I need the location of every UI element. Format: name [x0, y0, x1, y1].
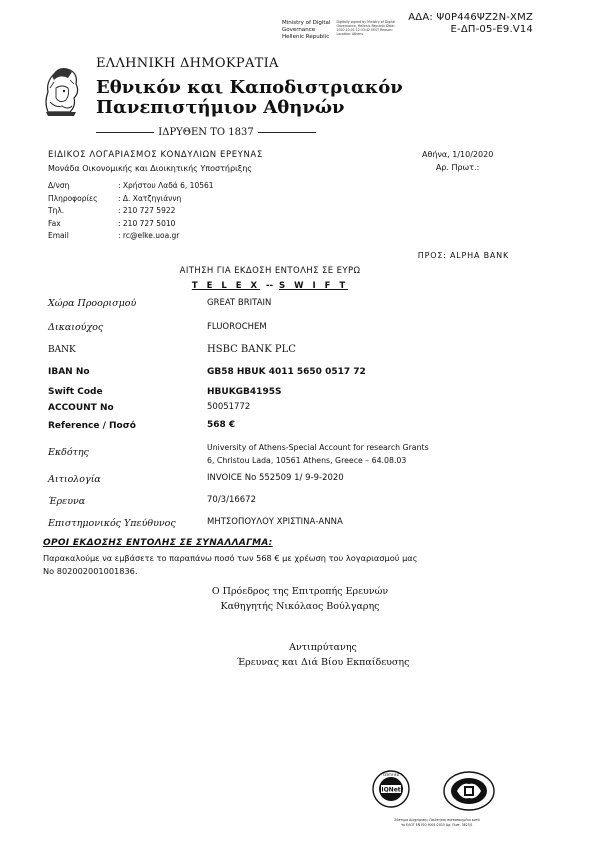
reference-amount-label: Reference / Ποσό: [48, 421, 136, 431]
contact-label: Τηλ.: [48, 206, 65, 215]
date-block: [422, 148, 493, 174]
cert-line2: το ΕΛΟΤ ΕΝ ISO 9001:2015 Αρ. Πιστ. 3623/1: [401, 822, 473, 827]
ada-code: [408, 12, 533, 36]
bank-label: BANK: [48, 345, 76, 355]
scientific-lead-value: ΜΗΤΣΟΠΟΥΛΟΥ ΧΡΙΣΤΙΝΑ-ΑΝΝΑ: [207, 517, 343, 527]
contact-row: [48, 193, 214, 206]
vice-rector-title: Αντιπρύτανης: [289, 642, 357, 653]
recipient: ΠΡΟΣ: ALPHA BANK: [417, 251, 509, 260]
beneficiary-label: Δικαιούχος: [48, 322, 104, 333]
account-number-label: ACCOUNT No: [48, 403, 114, 413]
project-value: 70/3/16672: [207, 495, 256, 505]
issuer-line1: University of Athens-Special Account for research Grants: [207, 443, 429, 452]
contact-value: : Χρήστου Λαδά 6, 10561: [118, 181, 214, 190]
issuer-line2: 6, Christou Lada, 10561 Athens, Greece – 64.08.03: [207, 456, 407, 465]
vice-rector-subtitle: Έρευνας και Διά Βίου Εκπαίδευσης: [236, 657, 410, 668]
contact-details: [48, 180, 214, 243]
terms-line2: Νο 802002001001836.: [43, 566, 138, 576]
issuer-value: [207, 441, 429, 467]
contact-label: Email: [48, 231, 69, 240]
certified-text: CERTIFIED: [382, 773, 400, 777]
terms-line1: Παρακαλούμε να εμβάσετε το παραπάνω ποσό των 568 € με χρέωση του λογαριασμού μας: [43, 553, 418, 563]
president-signature: [0, 584, 595, 614]
university-name-line1: Εθνικόν και Καποδιστριακόν: [96, 77, 403, 98]
reference-amount-value: 568 €: [207, 420, 236, 430]
rule-right: [258, 132, 316, 133]
signature-signer: [282, 20, 330, 41]
contact-row: [48, 205, 214, 218]
beneficiary-value: FLUOROCHEM: [207, 322, 267, 332]
iqnet-certified-logo-icon: [372, 770, 410, 808]
destination-value: GREAT BRITAIN: [207, 298, 272, 308]
account-number-value: 50051772: [207, 402, 251, 412]
justification-label: Αιτιολογία: [48, 474, 101, 485]
signer-line: Governance: [282, 27, 316, 33]
signer-line: Ministry of Digital: [282, 20, 331, 26]
rule-left: [96, 132, 154, 133]
terms-title: ΟΡΟΙ ΕΚΔΟΣΗΣ ΕΝΤΟΛΗΣ ΣΕ ΣΥΝΑΛΛΑΓΜΑ:: [43, 538, 273, 548]
unit-name: Μονάδα Οικονομικής και Διοικητικής Υποστήριξης: [48, 164, 252, 173]
iqnet-text: IQNet: [381, 786, 401, 794]
bank-value: HSBC BANK PLC: [207, 344, 296, 355]
iban-label: IBAN No: [48, 367, 90, 377]
ada-line: ΑΔΑ: Ψ0Ρ446ΨΖ2Ν-ΧΜΖ: [408, 12, 533, 23]
contact-label: Fax: [48, 218, 61, 228]
email-link[interactable]: : rc@elke.uoa.gr: [118, 231, 180, 240]
issuer-label: Εκδότης: [48, 447, 89, 458]
contact-row: [48, 218, 214, 231]
university-name: [96, 78, 403, 118]
contact-value: : Δ. Χατζηγιάννη: [118, 193, 182, 203]
document-date: Αθήνα, 1/10/2020: [422, 150, 494, 159]
contact-label: Δ/νση: [48, 181, 70, 190]
president-title: Ο Πρόεδρος της Επιτροπής Ερευνών: [211, 586, 389, 597]
swift-code-value: HBUKGB4195S: [207, 387, 282, 397]
telex-label: T E L E X: [191, 281, 261, 291]
telex-separator: --: [266, 281, 274, 291]
justification-value: INVOICE No 552509 1/ 9-9-2020: [207, 473, 344, 483]
university-seal-icon: [40, 62, 82, 118]
contact-label: Πληροφορίες: [48, 193, 98, 203]
project-label: Έρευνα: [48, 496, 86, 507]
scientific-lead-label: Επιστημονικός Υπεύθυνος: [48, 518, 176, 529]
founded-line: [96, 127, 316, 138]
vice-rector-signature: [0, 640, 595, 670]
elot-certification-logo-icon: [442, 770, 496, 812]
swift-label: S W I F T: [279, 281, 349, 291]
signature-meta: Digitally signed by Ministry of Digital Governance, Hellenic Republic Date: 2020.10.01 12:33:42 EEST Reason: Location: Athens: [336, 20, 396, 36]
protocol-number: Αρ. Πρωτ.:: [435, 163, 480, 172]
contact-row: [48, 180, 214, 193]
certification-text: [372, 818, 502, 827]
cert-line1: Σύστημα Διαχείρισης Ποιότητας πιστοποιημένο κατά: [394, 818, 480, 822]
swift-code-label: Swift Code: [48, 387, 103, 397]
document-code: Ε-ΔΠ-05-Ε9.V14: [450, 24, 533, 35]
terms-text: [43, 552, 563, 578]
contact-value: : 210 727 5922: [118, 206, 176, 215]
request-title: ΑΙΤΗΣΗ ΓΙΑ ΕΚΔΟΣΗ ΕΝΤΟΛΗΣ ΣΕ ΕΥΡΩ: [179, 266, 361, 276]
country-heading: ΕΛΛΗΝΙΚΗ ΔΗΜΟΚΡΑΤΙΑ: [96, 56, 279, 71]
telex-swift-heading: [0, 281, 540, 291]
special-account-heading: ΕΙΔΙΚΟΣ ΛΟΓΑΡΙΑΣΜΟΣ ΚΟΝΔΥΛΙΩΝ ΕΡΕΥΝΑΣ: [48, 150, 263, 160]
president-name: Καθηγητής Νικόλαος Βούλγαρης: [220, 601, 380, 612]
iban-value: GB58 HBUK 4011 5650 0517 72: [207, 367, 366, 377]
digital-signature: [282, 20, 396, 41]
contact-value: : 210 727 5010: [118, 218, 176, 228]
signer-line: Hellenic Republic: [282, 34, 330, 40]
destination-label: Χώρα Προορισμού: [48, 298, 137, 309]
founded-text: ΙΔΡΥΘΕΝ ΤΟ 1837: [158, 127, 254, 138]
contact-row: [48, 230, 214, 243]
university-name-line2: Πανεπιστήμιον Αθηνών: [96, 97, 345, 118]
